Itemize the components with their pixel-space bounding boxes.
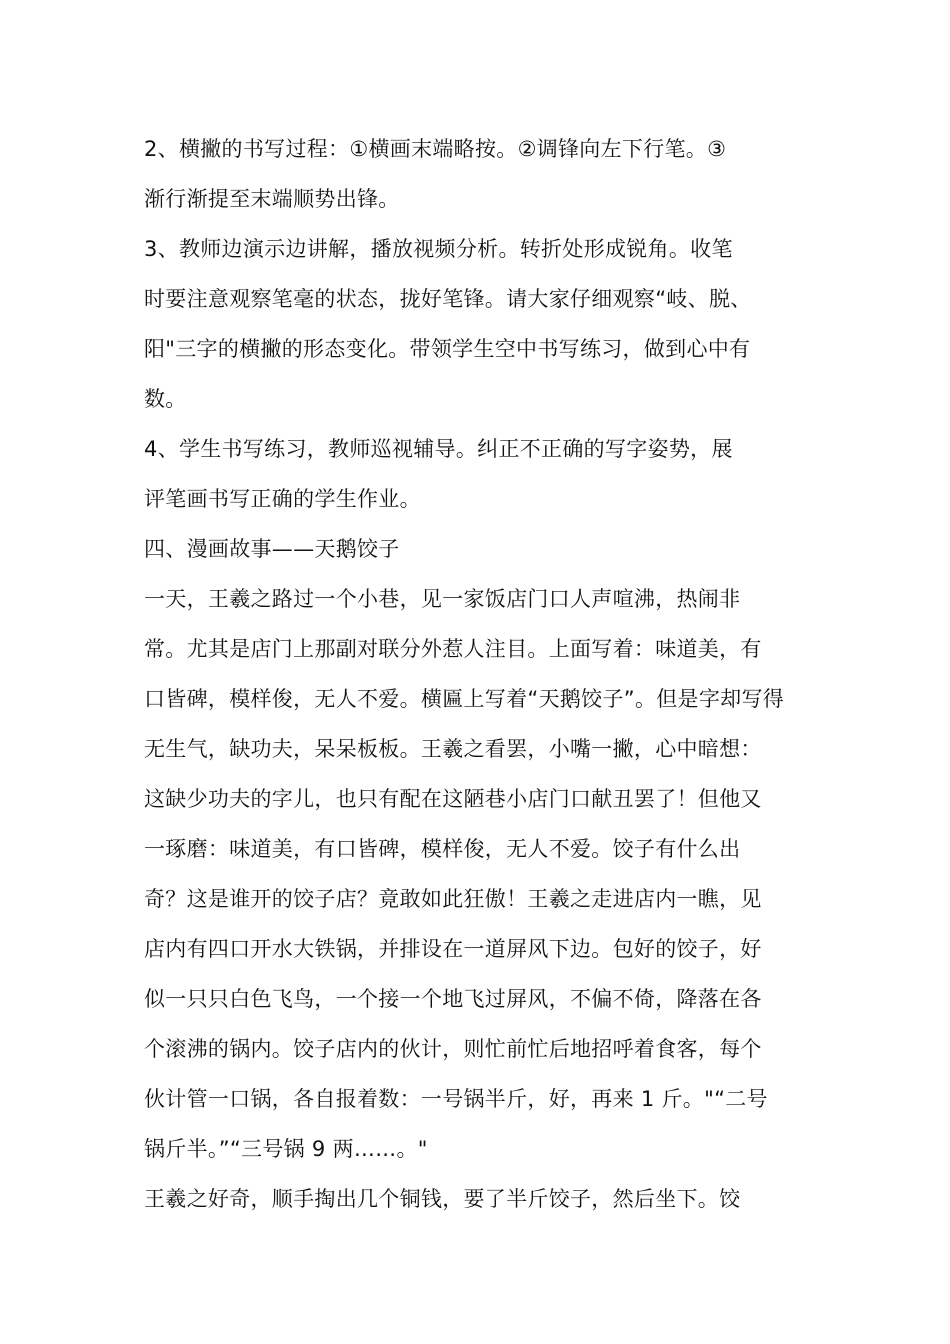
text-line: 锅斤半。”“三号锅 9 两……。" (144, 1137, 428, 1161)
text-line: 阳"三字的横撇的形态变化。带领学生空中书写练习，做到心中有 (144, 337, 751, 361)
text-line: 奇？这是谁开的饺子店？竟敢如此狂傲！王羲之走进店内一瞧，见 (144, 887, 762, 911)
text-line: 4、学生书写练习，教师巡视辅导。纠正不正确的写字姿势，展 (144, 437, 733, 461)
text-line: 数。 (144, 387, 187, 411)
text-line: 似一只只白色飞鸟，一个接一个地飞过屏风，不偏不倚，降落在各 (144, 987, 762, 1011)
text-line: 店内有四口开水大铁锅，并排设在一道屏风下边。包好的饺子，好 (144, 937, 762, 961)
text-line: 王羲之好奇，顺手掏出几个铜钱，要了半斤饺子，然后坐下。饺 (144, 1187, 741, 1211)
text-line: 个滚沸的锅内。饺子店内的伙计，则忙前忙后地招呼着食客，每个 (144, 1037, 762, 1061)
text-line: 口皆碑，模样俊，无人不爱。横匾上写着“天鹅饺子”。但是字却写得 (144, 687, 785, 711)
text-line: 一天，王羲之路过一个小巷，见一家饭店门口人声喧沸，热闹非 (144, 587, 741, 611)
text-line: 这缺少功夫的字儿，也只有配在这陋巷小店门口献丑罢了！但他又 (144, 787, 762, 811)
section-heading: 四、漫画故事——天鹅饺子 (144, 537, 400, 561)
text-line: 评笔画书写正确的学生作业。 (144, 487, 421, 511)
text-line: 3、教师边演示边讲解，播放视频分析。转折处形成锐角。收笔 (144, 237, 733, 261)
text-line: 时要注意观察笔毫的状态，拢好笔锋。请大家仔细观察“岐、脱、 (144, 287, 752, 311)
text-line: 伙计管一口锅，各自报着数：一号锅半斤，好，再来 1 斤。"“二号 (144, 1087, 768, 1111)
text-line: 常。尤其是店门上那副对联分外惹人注目。上面写着：味道美，有 (144, 637, 762, 661)
text-line: 无生气，缺功夫，呆呆板板。王羲之看罢，小嘴一撇，心中暗想： (144, 737, 762, 761)
text-line: 一琢磨：味道美，有口皆碑，模样俊，无人不爱。饺子有什么出 (144, 837, 741, 861)
text-line: 渐行渐提至末端顺势出锋。 (144, 187, 400, 211)
text-line: 2、横撇的书写过程：①横画末端略按。②调锋向左下行笔。③ (144, 137, 727, 161)
